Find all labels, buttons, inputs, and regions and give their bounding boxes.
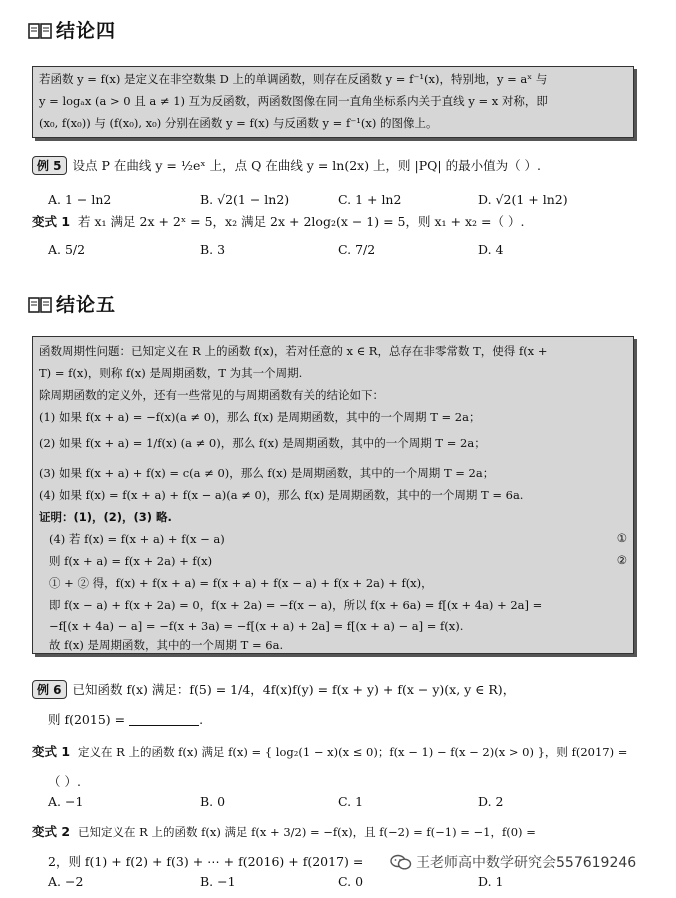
s5-variant1-option-a: A. −1 xyxy=(48,794,84,809)
example5-option-c: C. 1 + ln2 xyxy=(338,192,402,207)
s4-variant1-option-d: D. 4 xyxy=(478,242,504,257)
s5-variant2-option-d: D. 1 xyxy=(478,874,504,889)
example6-question-line2 xyxy=(48,710,203,728)
watermark-text: 王老师高中数学研究会557619246 xyxy=(416,855,637,871)
conclusion4-line: (x₀, f(x₀)) 与 (f(x₀), x₀) 分别在函数 y = f(x) 与反函数 y = f⁻¹(x) 的图像上。 xyxy=(39,116,438,130)
s5-variant1-label: 变式 1 xyxy=(32,744,71,759)
conclusion5-proof-label: 证明：(1)，(2)，(3) 略. xyxy=(39,510,172,524)
s5-variant2-question xyxy=(32,822,536,840)
mark-1: ① xyxy=(616,531,627,545)
conclusion5-line: 则 f(x + a) = f(x + 2a) + f(x) xyxy=(49,554,213,568)
s5-variant1-option-d: D. 2 xyxy=(478,794,504,809)
book-icon xyxy=(28,296,52,314)
conclusion5-line: 即 f(x − a) + f(x + 2a) = 0，f(x + 2a) = −f(x − a)，所以 f(x + 6a) = f[(x + 4a) + 2a] = xyxy=(49,598,543,612)
example6-text: 已知函数 f(x) 满足：f(5) = 1/4，4f(x)f(y) = f(x + y) + f(x − y)(x, y ∈ R)， xyxy=(72,682,516,697)
conclusion5-line: (3) 如果 f(x + a) + f(x) = c(a ≠ 0)，那么 f(x) 是周期函数，其中的一个周期 T = 2a； xyxy=(39,466,495,480)
section4-heading-text: 结论四 xyxy=(56,20,117,42)
s4-variant1-option-c: C. 7/2 xyxy=(338,242,376,257)
conclusion4-line: y = logₐx (a > 0 且 a ≠ 1) 互为反函数，两函数图像在同一直角坐标系内关于直线 y = x 对称，即 xyxy=(39,94,548,108)
s5-variant1-question xyxy=(32,742,627,760)
s5-variant2-question-line2: 2，则 f(1) + f(2) + f(3) + ⋯ + f(2016) + f(2017) = xyxy=(48,854,364,869)
s5-variant1-option-c: C. 1 xyxy=(338,794,364,809)
example6-text2: 则 f(2015) = xyxy=(48,712,126,727)
conclusion5-line: 除周期函数的定义外，还有一些常见的与周期函数有关的结论如下： xyxy=(39,388,384,402)
s5-variant1-question-line2: （ ）. xyxy=(48,774,81,789)
s4-variant1-option-b: B. 3 xyxy=(200,242,226,257)
example5-option-a: A. 1 − ln2 xyxy=(48,192,112,207)
conclusion5-line: −f[(x + 4a) − a] = −f(x + 3a) = −f[(x + a) + 2a] = f[(x + a) − a] = f(x). xyxy=(49,619,464,633)
example5-option-b: B. √2(1 − ln2) xyxy=(200,192,290,207)
s5-variant2-label: 变式 2 xyxy=(32,824,71,839)
section5-heading xyxy=(28,290,116,317)
answer-blank[interactable] xyxy=(129,713,199,726)
watermark xyxy=(388,852,638,872)
example5-text: 设点 P 在曲线 y = ½eˣ 上，点 Q 在曲线 y = ln(2x) 上，则 |PQ| 的最小值为（ ）. xyxy=(72,158,542,173)
s5-variant1-option-b: B. 0 xyxy=(200,794,226,809)
s5-variant2-text: 已知定义在 R 上的函数 f(x) 满足 f(x + 3/2) = −f(x)，且 f(−2) = f(−1) = −1，f(0) = xyxy=(78,825,536,839)
section4-heading xyxy=(28,16,116,43)
example5-question xyxy=(32,156,541,175)
conclusion5-line: T) = f(x)，则称 f(x) 是周期函数，T 为其一个周期. xyxy=(39,366,303,380)
conclusion4-line: 若函数 y = f(x) 是定义在非空数集 D 上的单调函数，则存在反函数 y = f⁻¹(x)，特别地，y = aˣ 与 xyxy=(39,72,548,86)
conclusion5-line: ① + ② 得，f(x) + f(x + a) = f(x + a) + f(x − a) + f(x + 2a) + f(x)， xyxy=(49,576,433,590)
example6-tag: 例 6 xyxy=(32,680,67,699)
s4-variant1-label: 变式 1 xyxy=(32,214,71,229)
s5-variant2-option-b: B. −1 xyxy=(200,874,236,889)
conclusion5-line: 故 f(x) 是周期函数，其中的一个周期 T = 6a. xyxy=(49,638,284,652)
s5-variant2-option-c: C. 0 xyxy=(338,874,364,889)
conclusion5-line: (1) 如果 f(x + a) = −f(x)(a ≠ 0)，那么 f(x) 是周期函数，其中的一个周期 T = 2a； xyxy=(39,410,481,424)
s4-variant1-question xyxy=(32,212,524,230)
book-icon xyxy=(28,22,52,40)
s4-variant1-option-a: A. 5/2 xyxy=(48,242,86,257)
conclusion5-line: (2) 如果 f(x + a) = 1/f(x) (a ≠ 0)，那么 f(x) 是周期函数，其中的一个周期 T = 2a； xyxy=(39,436,486,450)
conclusion5-line: 函数周期性问题：已知定义在 R 上的函数 f(x)，若对任意的 x ∈ R，总存在非零常数 T，使得 f(x + xyxy=(39,344,548,358)
conclusion5-line: (4) 若 f(x) = f(x + a) + f(x − a) xyxy=(49,532,225,546)
example5-option-d: D. √2(1 + ln2) xyxy=(478,192,568,207)
conclusion4-box xyxy=(32,66,634,138)
section5-heading-text: 结论五 xyxy=(56,294,117,316)
example6-question xyxy=(32,680,515,699)
conclusion5-box xyxy=(32,336,634,654)
conclusion5-line: (4) 如果 f(x) = f(x + a) + f(x − a)(a ≠ 0)，那么 f(x) 是周期函数，其中的一个周期 T = 6a. xyxy=(39,488,524,502)
wechat-icon xyxy=(390,853,412,871)
s5-variant2-option-a: A. −2 xyxy=(48,874,84,889)
example6-text2-end: . xyxy=(199,712,204,727)
s4-variant1-text: 若 x₁ 满足 2x + 2ˣ = 5，x₂ 满足 2x + 2log₂(x − 1) = 5，则 x₁ + x₂ =（ ）. xyxy=(78,214,525,229)
example5-tag: 例 5 xyxy=(32,156,67,175)
mark-2: ② xyxy=(616,553,627,567)
s5-variant1-text: 定义在 R 上的函数 f(x) 满足 f(x) = { log₂(1 − x)(x ≤ 0)；f(x − 1) − f(x − 2)(x > 0) }，则 f(2017) = xyxy=(78,745,628,759)
